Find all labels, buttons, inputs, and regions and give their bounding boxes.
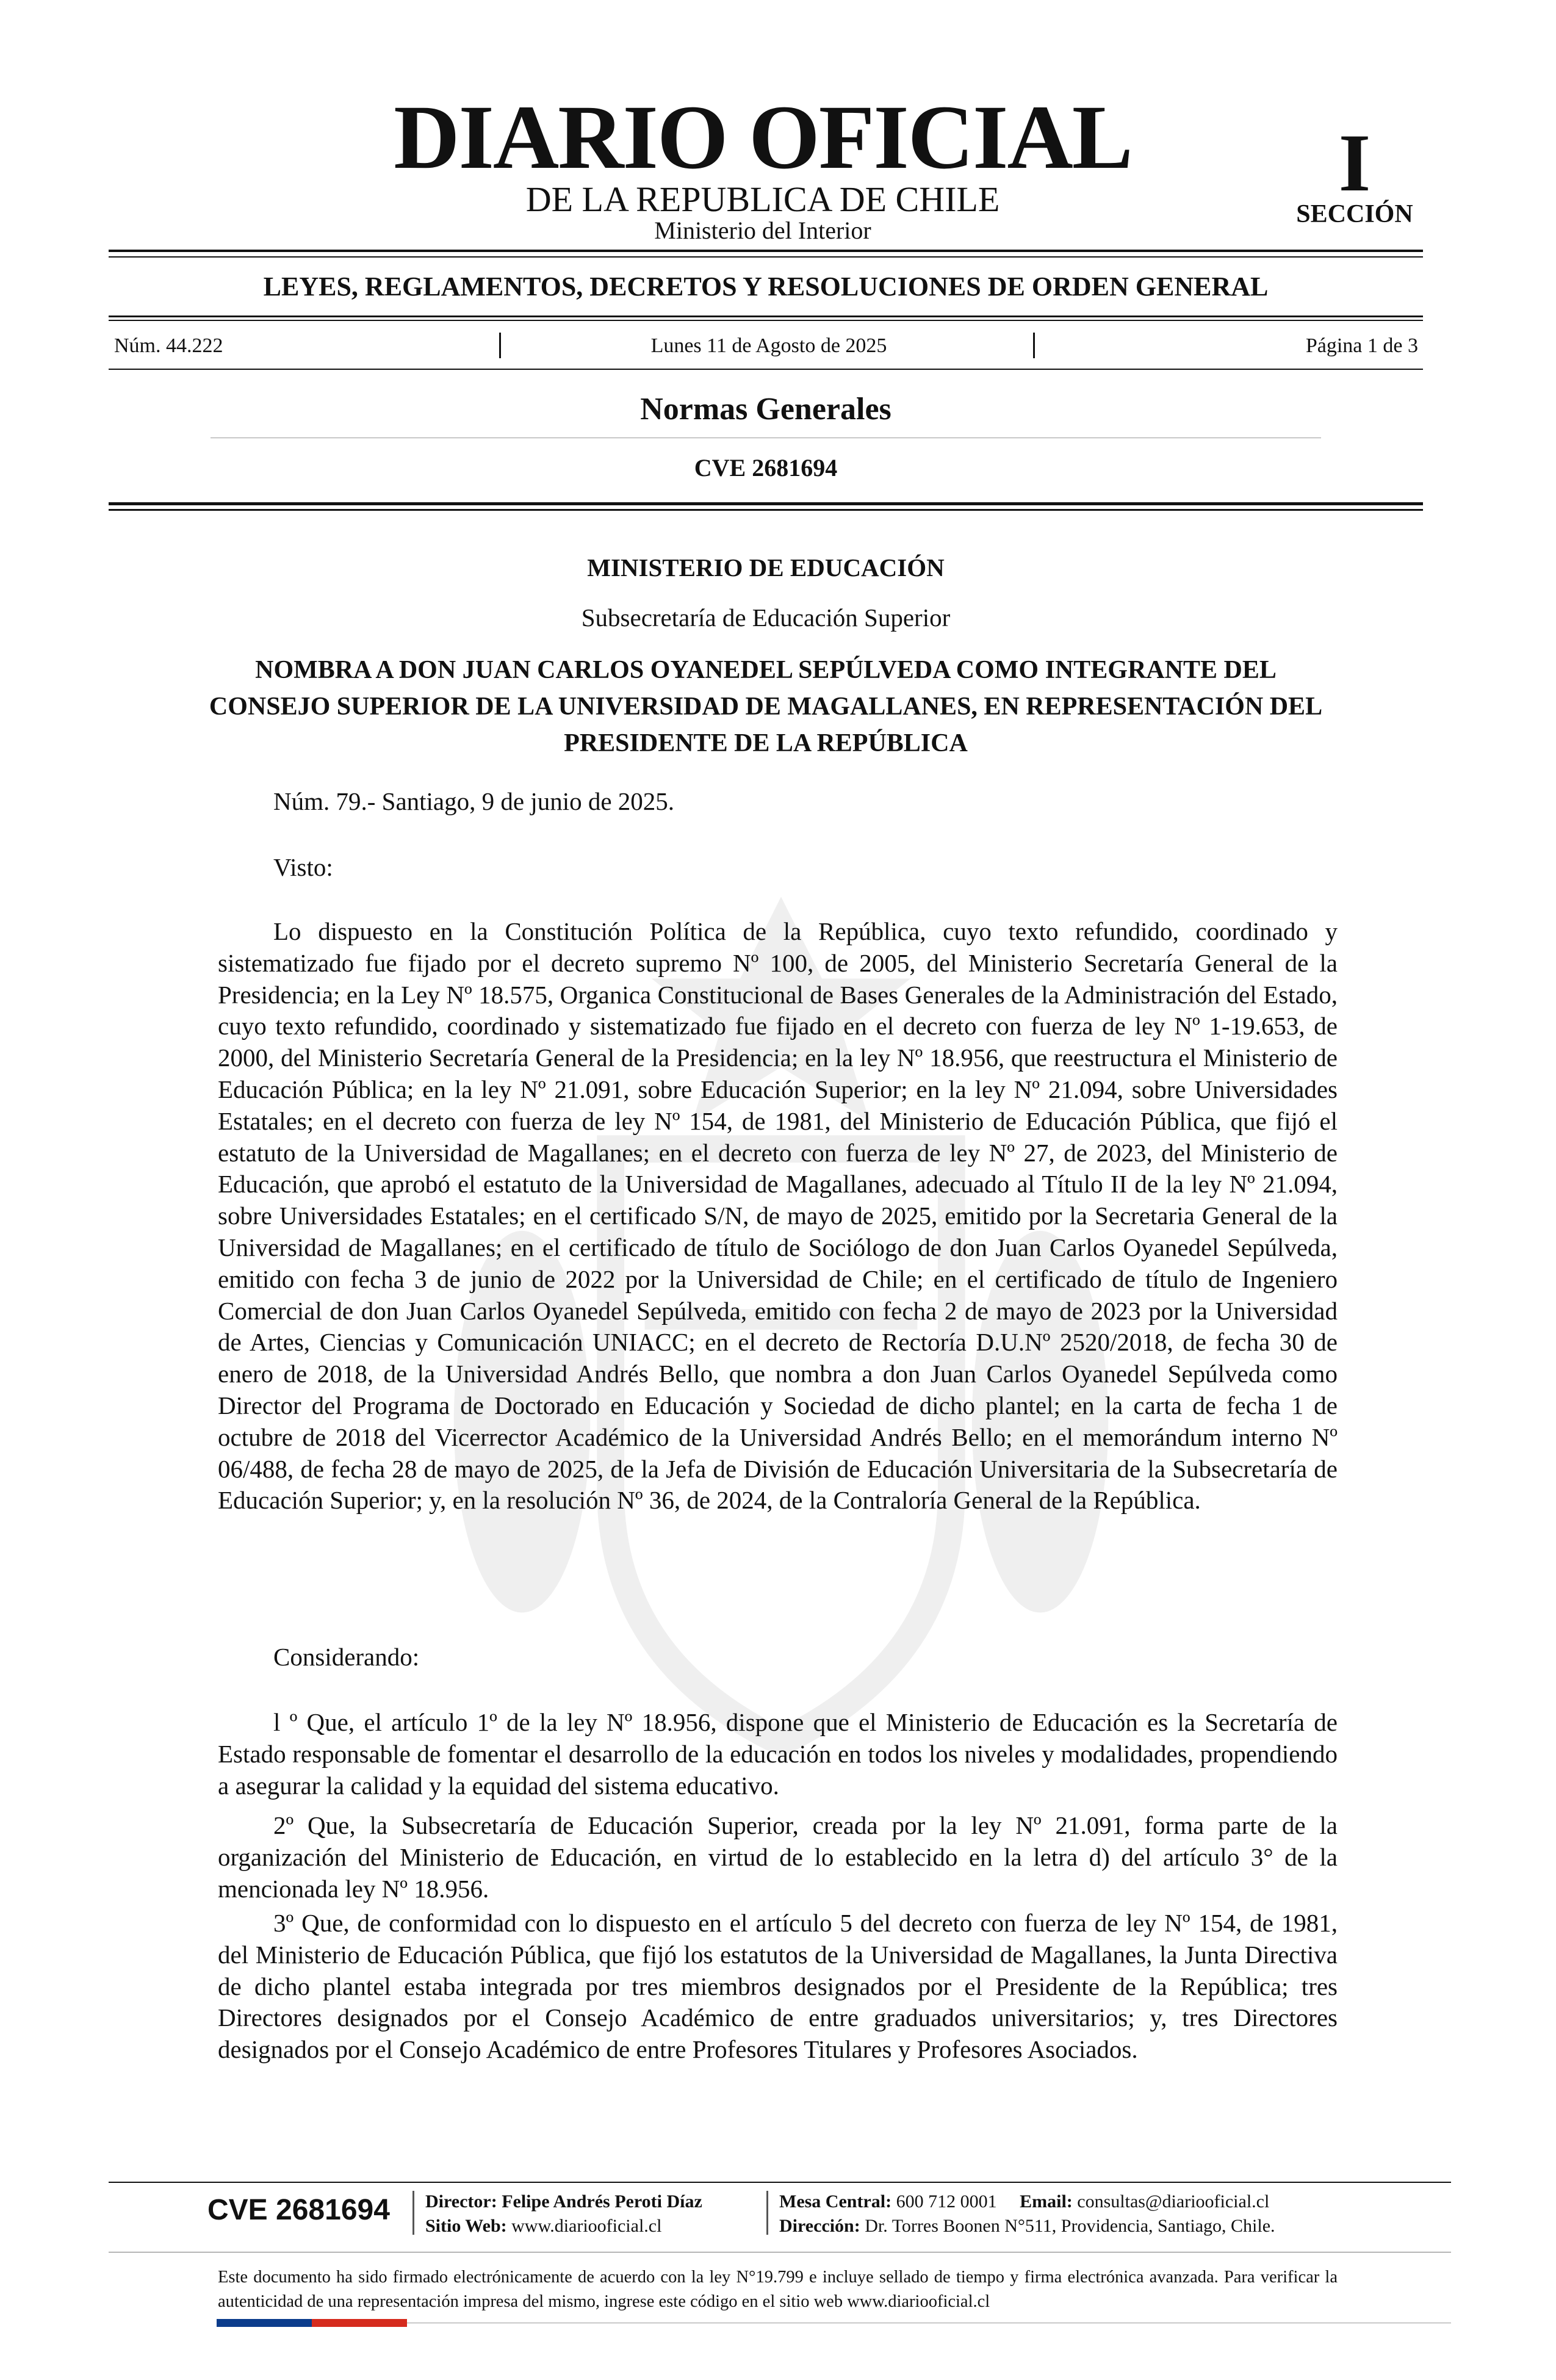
decree-title: NOMBRA A DON JUAN CARLOS OYANEDEL SEPÚLVEDA COMO INTEGRANTE DEL CONSEJO SUPERIOR DE LA UNIVERSIDAD DE MAGALLANES, EN REPRESENTACIÓN DEL PRESIDENTE DE LA REPÚBLICA — [209, 656, 1323, 757]
footer-director — [425, 2193, 702, 2211]
issue-page: Página 1 de 3 — [1305, 334, 1418, 357]
issue-separator — [499, 333, 501, 358]
section-numeral: I — [1338, 118, 1371, 209]
issue-rule-bottom — [109, 369, 1423, 370]
ministry-heading: MINISTERIO DE EDUCACIÓN — [587, 554, 945, 582]
footer-address-label: Dirección: — [779, 2216, 860, 2236]
masthead-rule-top — [109, 250, 1423, 252]
footer-phone-label: Mesa Central: — [779, 2191, 892, 2212]
flag-blue-stripe — [217, 2319, 312, 2327]
footer-email-link[interactable]: consultas@diariooficial.cl — [1077, 2191, 1270, 2212]
footer-separator — [412, 2191, 414, 2235]
footer-address-value: Dr. Torres Boonen N°511, Providencia, Santiago, Chile. — [865, 2216, 1275, 2236]
considerando-3: 3º Que, de conformidad con lo dispuesto en el artículo 5 del decreto con fuerza de ley Nº 154, de 1981, del Ministerio de Educación Pública, que fijó los estatutos de la Universidad de Magallanes, la Junta Directiva de dicho plantel estaba integrada por tres miembros designados por el Presidente de la República; tres Directores designados por el Consejo Académico de entre graduados universitarios; y, tres Directores designados por el Consejo Académico de entre Profesores Titulares y Profesores Asociados. — [218, 1909, 1338, 2064]
header-rule-thick-second — [109, 509, 1423, 511]
footer-website-label: Sitio Web: — [425, 2216, 507, 2236]
decree-number: Núm. 79.- Santiago, 9 de junio de 2025. — [273, 787, 675, 815]
footer-website — [425, 2217, 661, 2235]
masthead-title: DIARIO OFICIAL — [394, 87, 1132, 188]
footer-cve-code: CVE 2681694 — [207, 2194, 390, 2226]
footer-website-link[interactable]: www.diariooficial.cl — [511, 2216, 662, 2236]
footer-separator — [766, 2191, 768, 2235]
masthead-subtitle: DE LA REPUBLICA DE CHILE — [525, 179, 1000, 219]
footer-director-name: Felipe Andrés Peroti Díaz — [502, 2191, 702, 2212]
section-label: SECCIÓN — [1296, 200, 1413, 228]
category-heading: LEYES, REGLAMENTOS, DECRETOS Y RESOLUCIONES DE ORDEN GENERAL — [263, 272, 1269, 301]
masthead-ministry: Ministerio del Interior — [654, 217, 871, 244]
considerando-heading: Considerando: — [273, 1643, 420, 1671]
footer-disclaimer: Este documento ha sido firmado electrónicamente de acuerdo con la ley N°19.799 e incluye sellado de tiempo y firma electrónica avanzada. Para verificar la autenticidad de una representación impresa del mismo, ingrese este código en el sitio web www.diariooficial.cl — [218, 2268, 1338, 2311]
footer-address — [779, 2217, 1275, 2235]
issue-date: Lunes 11 de Agosto de 2025 — [650, 334, 887, 357]
cve-code: CVE 2681694 — [694, 454, 838, 481]
issue-rule-top — [109, 316, 1423, 317]
section-title: Normas Generales — [640, 392, 891, 427]
visto-heading: Visto: — [273, 853, 333, 881]
visto-paragraph: Lo dispuesto en la Constitución Política de la República, cuyo texto refundido, coordinado y sistematizado fue fijado por el decreto supremo Nº 100, de 2005, del Ministerio Secretaría General de la Presidencia; en la Ley Nº 18.575, Organica Constitucional de Bases Generales de la Administración del Estado, cuyo texto refundido, coordinado y sistematizado fue fijado en el decreto con fuerza de ley Nº 1-19.653, de 2000, del Ministerio Secretaría General de la Presidencia; en la ley Nº 18.956, que reestructura el Ministerio de Educación Pública; en la ley Nº 21.091, sobre Educación Superior; en la ley Nº 21.094, sobre Universidades Estatales; en el decreto con fuerza de ley Nº 154, de 1981, del Ministerio de Educación Pública, que fijó el estatuto de la Universidad de Magallanes; en el decreto con fuerza de ley Nº 27, de 2023, del Ministerio de Educación, que aprobó el estatuto de la Universidad de Magallanes, adecuado al Título II de la ley Nº 21.094, sobre Universidades Estatales; en el certificado S/N, de mayo de 2025, emitido por la Secretaria General de la Universidad de Magallanes; en el certificado de título de Sociólogo de don Juan Carlos Oyanedel Sepúlveda, emitido con fecha 3 de junio de 2022 por la Universidad de Chile; en el certificado de título de Ingeniero Comercial de don Juan Carlos Oyanedel Sepúlveda, emitido con fecha 2 de mayo de 2023 por la Universidad de Artes, Ciencias y Comunicación UNIACC; en el decreto de Rectoría D.U.Nº 2520/2018, de fecha 30 de enero de 2018, de la Universidad Andrés Bello, que nombra a don Juan Carlos Oyanedel Sepúlveda como Director del Programa de Doctorado en Educación y Sociedad de dicho plantel; en la carta de fecha 1 de octubre de 2018 del Vicerrector Académico de la Universidad Andrés Bello; en el memorándum interno Nº 06/488, de fecha 28 de mayo de 2025, de la Jefa de División de Educación Universitaria de la Subsecretaría de Educación Superior; y, en la resolución Nº 36, de 2024, de la Contraloría General de la República. — [218, 917, 1338, 1515]
chile-flag-bar — [217, 2319, 407, 2327]
footer-phone-value: 600 712 0001 — [896, 2191, 997, 2212]
footer-email-label: Email: — [1020, 2191, 1073, 2212]
issue-separator — [1033, 333, 1035, 358]
considerando-1: l º Que, el artículo 1º de la ley Nº 18.956, dispone que el Ministerio de Educación es la Secretaría de Estado responsable de fomentar el desarrollo de la educación en todos los niveles y modalidades, propendiendo a asegurar la calidad y la equidad del sistema educativo. — [218, 1708, 1338, 1800]
flag-red-stripe — [312, 2319, 407, 2327]
header-rule-thick — [109, 502, 1423, 505]
footer-contact — [779, 2193, 1269, 2211]
footer-rule-top — [109, 2182, 1451, 2183]
subsecretaria-heading: Subsecretaría de Educación Superior — [581, 604, 951, 632]
considerando-2: 2º Que, la Subsecretaría de Educación Superior, creada por la ley Nº 21.091, forma parte de la organización del Ministerio de Educación, en virtud de lo establecido en la letra d) del artículo 3° de la mencionada ley Nº 18.956. — [218, 1811, 1338, 1903]
masthead-rule-bottom — [109, 256, 1423, 258]
issue-rule-top-thin — [109, 320, 1423, 321]
footer-director-label: Director: — [425, 2191, 497, 2212]
issue-number: Núm. 44.222 — [114, 334, 223, 357]
